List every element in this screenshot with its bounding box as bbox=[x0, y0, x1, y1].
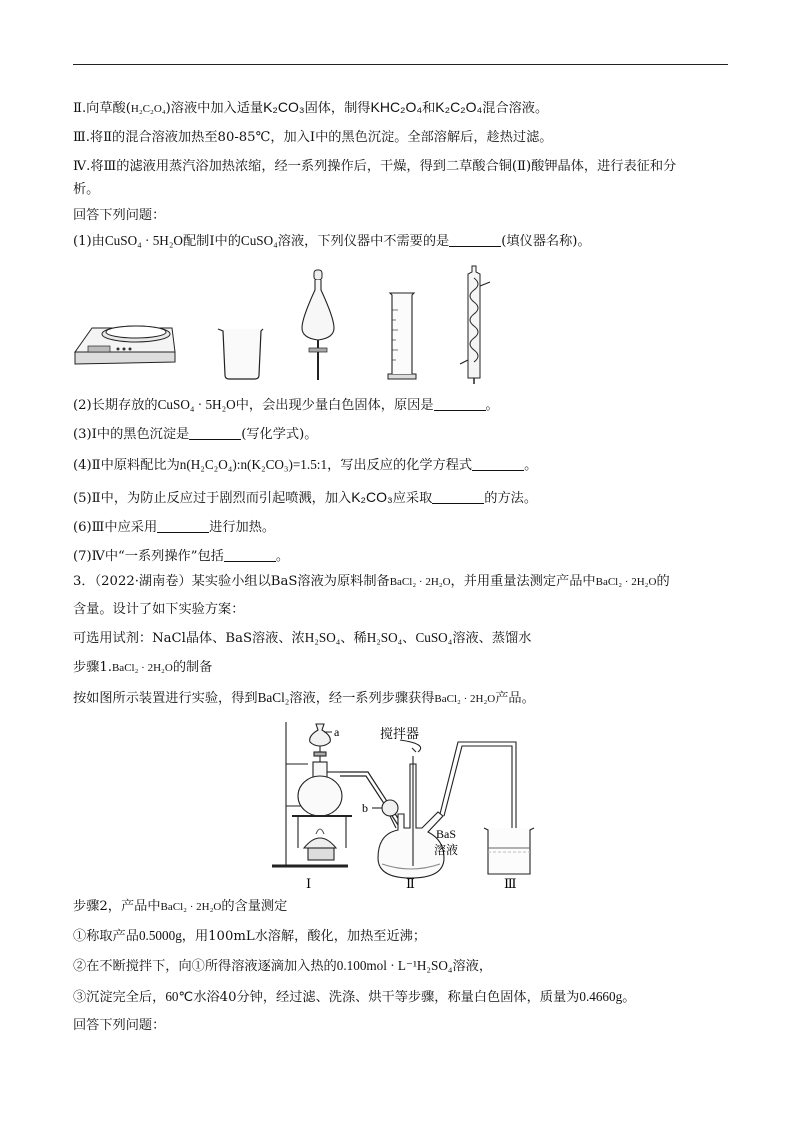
question-7: (7)Ⅳ中“一系列操作”包括 。 bbox=[73, 549, 290, 564]
step2-item-3: ③沉淀完全后，60℃水浴40分钟，经过滤、洗涤、烘干等步骤，称量白色固体，质量为0.4660g。 bbox=[73, 989, 636, 1005]
answer-blank-2[interactable] bbox=[434, 398, 486, 411]
step-iv-line2: 析。 bbox=[73, 182, 100, 197]
graduated-cylinder-icon bbox=[382, 290, 422, 382]
answer-blank-3[interactable] bbox=[189, 427, 241, 440]
svg-text:Ⅰ: Ⅰ bbox=[306, 876, 312, 891]
answer-blank-5[interactable] bbox=[432, 491, 484, 504]
svg-text:Ⅱ: Ⅱ bbox=[406, 876, 415, 891]
svg-text:a: a bbox=[334, 725, 340, 739]
condenser-icon bbox=[456, 264, 494, 386]
apparatus-diagram bbox=[268, 716, 538, 896]
svg-text:BaS: BaS bbox=[436, 827, 457, 841]
question-4: (4)Ⅱ中原料配比为n(H₂C₂O₄):n(K₂CO₃)=1.5:1，写出反应的化学方程式 。 bbox=[73, 457, 538, 473]
problem-3-line1: 3．（2022·湖南卷）某实验小组以BaS溶液为原料制备BaCl₂ · 2H₂O，并用重量法测定产品中BaCl₂ · 2H₂O的 bbox=[73, 574, 670, 589]
svg-text:Ⅲ: Ⅲ bbox=[504, 876, 517, 891]
step-iii-line: Ⅲ.将Ⅱ的混合溶液加热至80-85℃，加入Ⅰ中的黑色沉淀。全部溶解后，趁热过滤。 bbox=[73, 130, 553, 145]
apparatus-iii bbox=[484, 828, 534, 874]
step-iv-line1: Ⅳ.将Ⅲ的滤液用蒸汽浴加热浓缩，经一系列操作后，干燥，得到二草酸合铜(Ⅱ)酸钾晶体，进行表征和分 bbox=[73, 159, 677, 174]
beaker-icon bbox=[215, 325, 267, 381]
step-ii-line: Ⅱ.向草酸(H₂C₂O₄)溶液中加入适量K₂CO₃固体，制得KHC₂O₄和K₂C₂O₄混合溶液。 bbox=[73, 99, 549, 116]
problem-3-line2: 含量。设计了如下实验方案： bbox=[73, 602, 245, 617]
question-1: (1)由CuSO₄ · 5H₂O配制Ⅰ中的CuSO₄溶液，下列仪器中不需要的是 (填仪器名称)。 bbox=[73, 233, 591, 249]
answer-prompt: 回答下列问题： bbox=[73, 208, 166, 223]
separatory-funnel-icon bbox=[296, 268, 340, 382]
question-6: (6)Ⅲ中应采用 进行加热。 bbox=[73, 520, 276, 535]
svg-text:搅拌器: 搅拌器 bbox=[380, 726, 420, 741]
apparatus-i bbox=[272, 722, 352, 866]
step1-heading: 步骤1.BaCl₂ · 2H₂O的制备 bbox=[73, 660, 213, 675]
reagents-line: 可选用试剂：NaCl晶体、BaS溶液、浓H₂SO₄、稀H₂SO₄、CuSO₄溶液、蒸馏水 bbox=[73, 630, 532, 646]
question-3: (3)Ⅰ中的黑色沉淀是 (写化学式)。 bbox=[73, 427, 318, 442]
electronic-balance-icon bbox=[70, 312, 180, 374]
answer-blank-6[interactable] bbox=[157, 520, 209, 533]
answer-blank-7[interactable] bbox=[224, 549, 276, 562]
step2-item-1: ①称取产品0.5000g，用100mL水溶解，酸化，加热至近沸； bbox=[73, 928, 427, 944]
step2-heading: 步骤2，产品中BaCl₂ · 2H₂O的含量测定 bbox=[73, 899, 288, 914]
svg-text:溶液: 溶液 bbox=[434, 843, 459, 857]
question-2: (2)长期存放的CuSO₄ · 5H₂O中，会出现少量白色固体，原因是 。 bbox=[73, 397, 499, 413]
answer-prompt-2: 回答下列问题： bbox=[73, 1018, 166, 1033]
step2-item-2: ②在不断搅拌下，向①所得溶液逐滴加入热的0.100mol · L⁻¹H₂SO₄溶液， bbox=[73, 958, 493, 974]
answer-blank-1[interactable] bbox=[449, 234, 501, 247]
question-5: (5)Ⅱ中，为防止反应过于剧烈而引起喷溅，加入K₂CO₃应采取 的方法。 bbox=[73, 489, 538, 506]
svg-text:b: b bbox=[362, 801, 368, 815]
answer-blank-4[interactable] bbox=[472, 458, 524, 471]
header-rule bbox=[73, 64, 728, 65]
step1-text: 按如图所示装置进行实验，得到BaCl₂溶液，经一系列步骤获得BaCl₂ · 2H₂O产品。 bbox=[73, 690, 535, 706]
